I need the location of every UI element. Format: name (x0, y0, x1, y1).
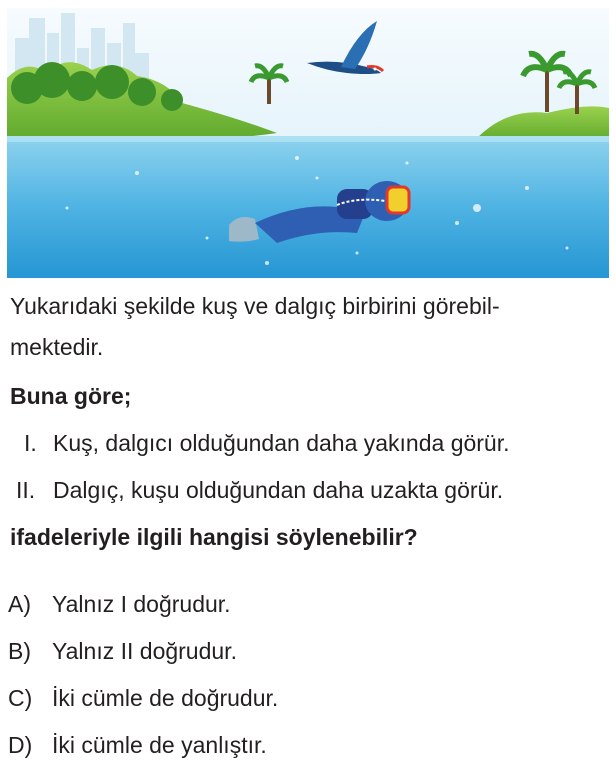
option-b[interactable] (8, 636, 237, 666)
question-intro-line-2: mektedir. (10, 334, 104, 360)
statement-number: I. (24, 430, 37, 456)
option-letter: A) (8, 591, 31, 617)
question-intro-line-1: Yukarıdaki şekilde kuş ve dalgıç birbirini görebil- (10, 293, 500, 319)
water (7, 136, 609, 278)
option-letter: B) (8, 638, 31, 664)
option-d[interactable] (8, 730, 267, 760)
statement-number: II. (16, 477, 36, 503)
statement-2 (16, 475, 503, 505)
statement-1 (24, 428, 510, 458)
option-letter: C) (8, 685, 33, 711)
option-text: İki cümle de doğrudur. (52, 685, 279, 711)
option-text: Yalnız I doğrudur. (52, 591, 231, 617)
illustration-bird-and-diver (7, 8, 609, 278)
option-c[interactable] (8, 683, 278, 713)
question-prompt: ifadeleriyle ilgili hangisi söylenebilir? (10, 524, 418, 550)
option-a[interactable] (8, 589, 231, 619)
option-text: Yalnız II doğrudur. (52, 638, 237, 664)
statement-text: Kuş, dalgıcı olduğundan daha yakında görür. (53, 430, 510, 456)
statement-text: Dalgıç, kuşu olduğundan daha uzakta görür. (53, 477, 504, 503)
option-letter: D) (8, 732, 33, 758)
option-text: İki cümle de yanlıştır. (52, 732, 267, 758)
question-lead: Buna göre; (10, 383, 132, 409)
